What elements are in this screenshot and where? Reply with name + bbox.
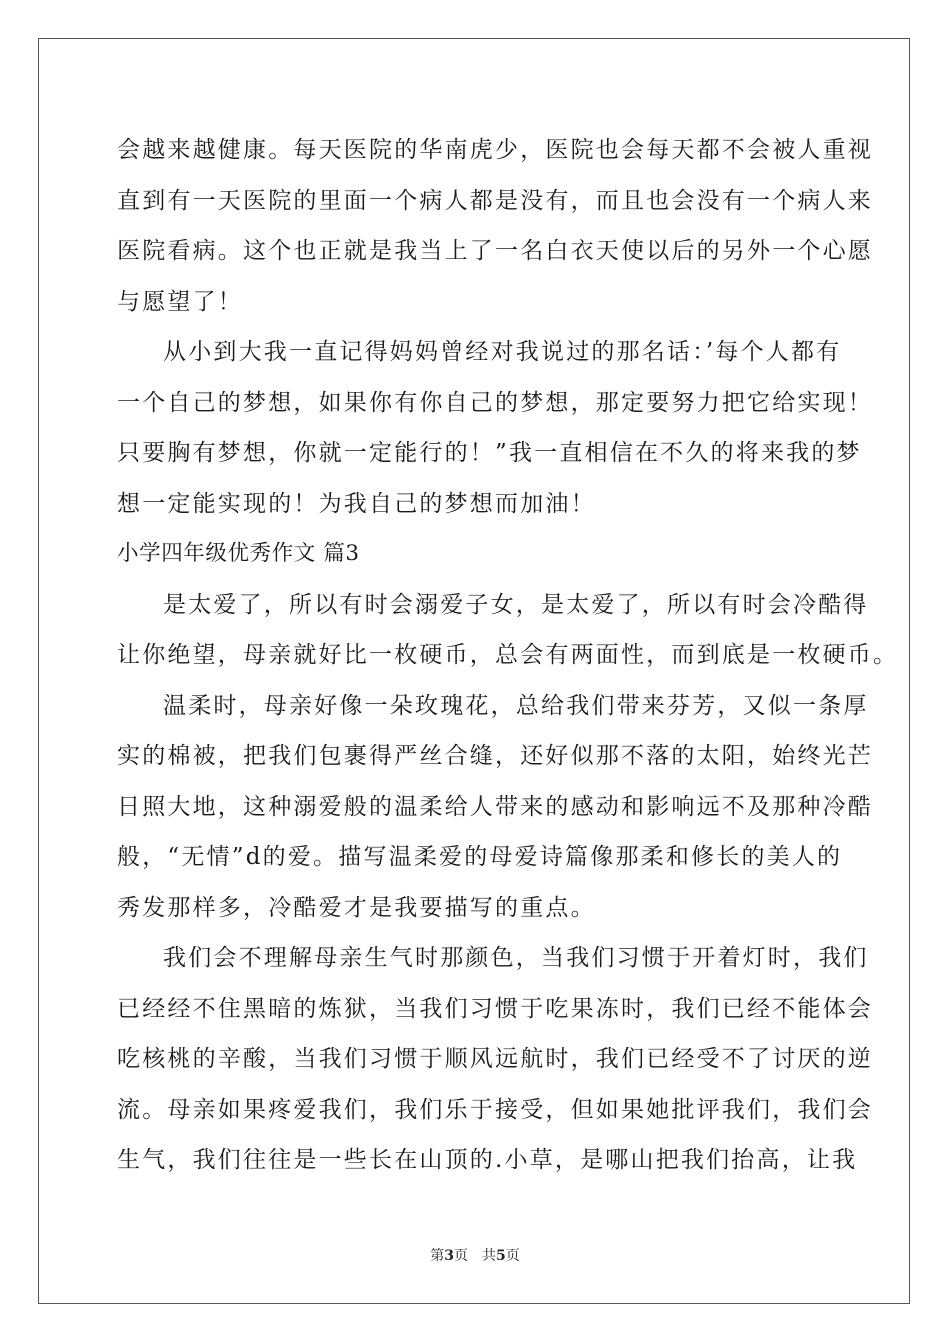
text-line: 日照大地，这种溺爱般的温柔给人带来的感动和影响远不及那种冷酷 bbox=[117, 793, 873, 820]
text-line: 想一定能实现的！为我自己的梦想而加油！ bbox=[117, 490, 596, 517]
text-line: 只要胸有梦想，你就一定能行的！”我一直相信在不久的将来我的梦 bbox=[117, 440, 862, 466]
total-page-count: 5 bbox=[496, 1248, 506, 1264]
footer-middle: 页 共 bbox=[454, 1248, 496, 1264]
text-line: 医院看病。这个也正就是我当上了一名白衣天使以后的另外一个心愿 bbox=[117, 238, 873, 264]
paragraph-start-line: 从小到大我一直记得妈妈曾经对我说过的那名话：’每个人都有 bbox=[163, 339, 842, 365]
text-line: 实的棉被，把我们包裹得严丝合缝，还好似那不落的太阳，始终光芒 bbox=[117, 743, 873, 769]
text-line: 已经经不住黑暗的炼狱，当我们习惯于吃果冻时，我们已经不能体会 bbox=[117, 995, 873, 1022]
paragraph-start-line: 温柔时，母亲好像一朵玫瑰花，总给我们带来芬芳，又似一条厚 bbox=[163, 692, 869, 719]
paragraph-start-line: 是太爱了，所以有时会溺爱子女，是太爱了，所以有时会冷酷得 bbox=[163, 591, 869, 618]
text-line: 生气，我们往往是一些长在山顶的.小草，是哪山把我们抬高，让我 bbox=[117, 1147, 858, 1173]
text-line: 直到有一天医院的里面一个病人都是没有，而且也会没有一个病人来 bbox=[117, 187, 873, 214]
text-line: 秀发那样多，冷酷爱才是我要描写的重点。 bbox=[117, 894, 596, 921]
current-page-number: 3 bbox=[444, 1248, 454, 1264]
text-line: 让你绝望，母亲就好比一枚硬币，总会有两面性，而到底是一枚硬币。 bbox=[117, 642, 899, 668]
text-line: 流。母亲如果疼爱我们，我们乐于接受，但如果她批评我们，我们会 bbox=[117, 1096, 873, 1123]
text-line: 般，“无情”d的爱。描写温柔爱的母爱诗篇像那柔和修长的美人的 bbox=[117, 844, 843, 870]
footer-prefix: 第 bbox=[430, 1248, 445, 1264]
text-line: 会越来越健康。每天医院的华南虎少，医院也会每天都不会被人重视 bbox=[117, 137, 873, 163]
document-body bbox=[117, 131, 899, 1192]
footer-suffix: 页 bbox=[505, 1248, 520, 1264]
page-footer bbox=[0, 1247, 950, 1265]
text-line: 与愿望了！ bbox=[117, 288, 243, 315]
text-line: 吃核桃的辛酸，当我们习惯于顺风远航时，我们已经受不了讨厌的逆 bbox=[117, 1046, 873, 1072]
section-heading: 小学四年级优秀作文 篇3 bbox=[117, 541, 360, 566]
paragraph-start-line: 我们会不理解母亲生气时那颜色，当我们习惯于开着灯时，我们 bbox=[163, 945, 869, 971]
text-line: 一个自己的梦想，如果你有你自己的梦想，那定要努力把它给实现！ bbox=[117, 389, 873, 416]
